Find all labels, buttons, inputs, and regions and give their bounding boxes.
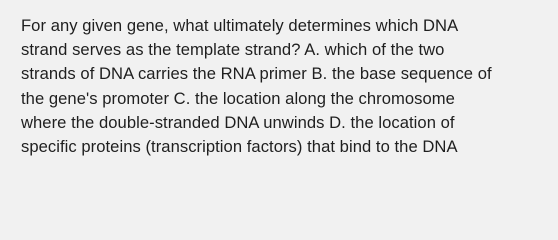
question-line: where the double-stranded DNA unwinds D. the location of bbox=[21, 112, 455, 132]
question-line: For any given gene, what ultimately determines which DNA bbox=[21, 16, 459, 35]
question-line: strands of DNA carries the RNA primer B. the base sequence of bbox=[21, 64, 492, 84]
question-line: specific proteins (transcription factors) that bind to the DNA bbox=[21, 137, 458, 157]
question-line: strand serves as the template strand? A. which of the two bbox=[21, 40, 445, 60]
question-text bbox=[21, 14, 546, 159]
question-line: the gene's promoter C. the location along the chromosome bbox=[21, 88, 455, 108]
